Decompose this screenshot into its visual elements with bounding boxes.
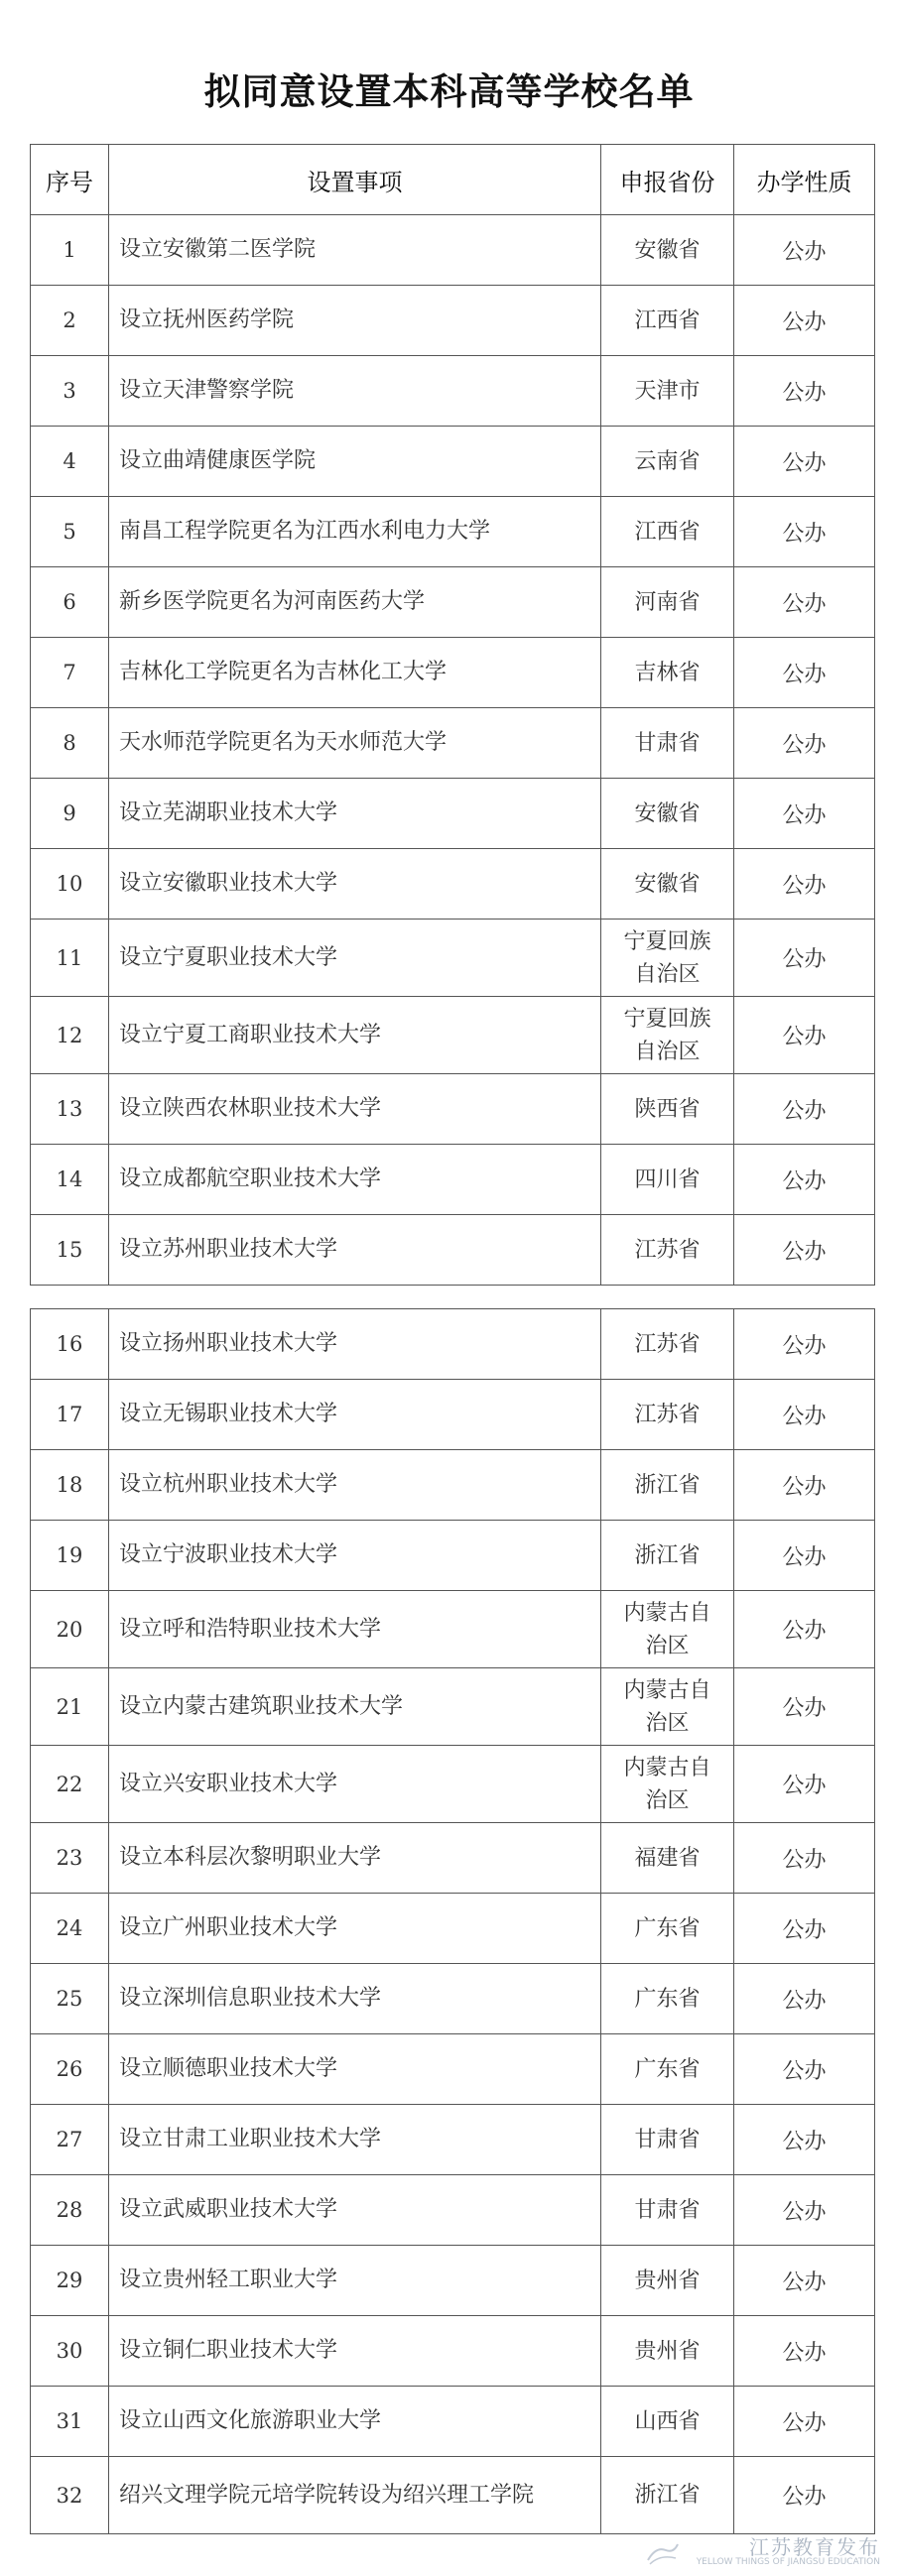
table-row xyxy=(31,638,875,708)
row-item: 设立无锡职业技术大学 xyxy=(109,1380,601,1450)
row-item: 设立陕西农林职业技术大学 xyxy=(109,1074,601,1145)
row-province: 宁夏回族 自治区 xyxy=(601,997,734,1074)
row-province: 贵州省 xyxy=(601,2316,734,2387)
table-row xyxy=(31,1074,875,1145)
row-num: 14 xyxy=(31,1145,109,1215)
row-item: 设立杭州职业技术大学 xyxy=(109,1450,601,1521)
row-item: 设立安徽职业技术大学 xyxy=(109,849,601,920)
table-row xyxy=(31,1521,875,1591)
row-item: 设立曲靖健康医学院 xyxy=(109,427,601,497)
row-type: 公办 xyxy=(734,1591,875,1668)
row-num: 4 xyxy=(31,427,109,497)
row-item: 设立武威职业技术大学 xyxy=(109,2175,601,2246)
table-row xyxy=(31,1964,875,2034)
table-row xyxy=(31,1450,875,1521)
header-item: 设置事项 xyxy=(109,145,601,215)
table-row xyxy=(31,1668,875,1746)
row-num: 26 xyxy=(31,2034,109,2105)
row-num: 19 xyxy=(31,1521,109,1591)
row-item: 吉林化工学院更名为吉林化工大学 xyxy=(109,638,601,708)
row-item: 设立成都航空职业技术大学 xyxy=(109,1145,601,1215)
table-row xyxy=(31,708,875,779)
row-item: 设立深圳信息职业技术大学 xyxy=(109,1964,601,2034)
row-province: 贵州省 xyxy=(601,2246,734,2316)
table-row xyxy=(31,567,875,638)
table-row xyxy=(31,1215,875,1286)
row-province: 吉林省 xyxy=(601,638,734,708)
row-num: 22 xyxy=(31,1746,109,1823)
row-num: 21 xyxy=(31,1668,109,1746)
row-type: 公办 xyxy=(734,1894,875,1964)
table-row xyxy=(31,2034,875,2105)
row-type: 公办 xyxy=(734,1668,875,1746)
table-header-row xyxy=(31,145,875,215)
row-type: 公办 xyxy=(734,1145,875,1215)
table-row xyxy=(31,2175,875,2246)
row-num: 15 xyxy=(31,1215,109,1286)
row-num: 31 xyxy=(31,2387,109,2457)
row-num: 27 xyxy=(31,2105,109,2175)
row-item: 设立天津警察学院 xyxy=(109,356,601,427)
table-row xyxy=(31,779,875,849)
table-row xyxy=(31,920,875,997)
table-row xyxy=(31,286,875,356)
row-province: 广东省 xyxy=(601,1964,734,2034)
row-province: 广东省 xyxy=(601,2034,734,2105)
row-num: 30 xyxy=(31,2316,109,2387)
row-type: 公办 xyxy=(734,2457,875,2534)
row-province: 宁夏回族 自治区 xyxy=(601,920,734,997)
row-province: 甘肃省 xyxy=(601,708,734,779)
row-type: 公办 xyxy=(734,1746,875,1823)
row-province: 浙江省 xyxy=(601,2457,734,2534)
row-type: 公办 xyxy=(734,567,875,638)
row-item: 设立兴安职业技术大学 xyxy=(109,1746,601,1823)
row-type: 公办 xyxy=(734,849,875,920)
row-num: 20 xyxy=(31,1591,109,1668)
row-province: 甘肃省 xyxy=(601,2175,734,2246)
row-type: 公办 xyxy=(734,1964,875,2034)
row-type: 公办 xyxy=(734,1521,875,1591)
row-province: 浙江省 xyxy=(601,1521,734,1591)
row-num: 9 xyxy=(31,779,109,849)
table-row xyxy=(31,2457,875,2534)
row-type: 公办 xyxy=(734,638,875,708)
row-province: 天津市 xyxy=(601,356,734,427)
row-num: 29 xyxy=(31,2246,109,2316)
row-num: 2 xyxy=(31,286,109,356)
table-row xyxy=(31,1309,875,1380)
row-province: 安徽省 xyxy=(601,779,734,849)
row-type: 公办 xyxy=(734,356,875,427)
table-row xyxy=(31,2246,875,2316)
row-item: 南昌工程学院更名为江西水利电力大学 xyxy=(109,497,601,567)
row-num: 12 xyxy=(31,997,109,1074)
row-item: 设立铜仁职业技术大学 xyxy=(109,2316,601,2387)
row-province: 内蒙古自 治区 xyxy=(601,1591,734,1668)
row-item: 设立呼和浩特职业技术大学 xyxy=(109,1591,601,1668)
row-type: 公办 xyxy=(734,1450,875,1521)
table-row xyxy=(31,2105,875,2175)
row-province: 江苏省 xyxy=(601,1215,734,1286)
row-item: 设立宁夏工商职业技术大学 xyxy=(109,997,601,1074)
row-province: 山西省 xyxy=(601,2387,734,2457)
school-list-table-part-2 xyxy=(30,1308,875,2534)
row-item: 新乡医学院更名为河南医药大学 xyxy=(109,567,601,638)
row-item: 设立内蒙古建筑职业技术大学 xyxy=(109,1668,601,1746)
header-type: 办学性质 xyxy=(734,145,875,215)
table-row xyxy=(31,1380,875,1450)
row-num: 16 xyxy=(31,1309,109,1380)
row-item: 设立贵州轻工职业大学 xyxy=(109,2246,601,2316)
watermark-subtitle: YELLOW THINGS OF JIANGSU EDUCATION xyxy=(696,2557,880,2567)
row-item: 设立宁夏职业技术大学 xyxy=(109,920,601,997)
header-num: 序号 xyxy=(31,145,109,215)
table-row xyxy=(31,1894,875,1964)
header-province: 申报省份 xyxy=(601,145,734,215)
row-type: 公办 xyxy=(734,1823,875,1894)
row-num: 28 xyxy=(31,2175,109,2246)
row-num: 24 xyxy=(31,1894,109,1964)
row-num: 7 xyxy=(31,638,109,708)
row-type: 公办 xyxy=(734,497,875,567)
row-item: 设立安徽第二医学院 xyxy=(109,215,601,286)
watermark-logo-icon xyxy=(646,2540,680,2566)
row-type: 公办 xyxy=(734,2387,875,2457)
row-province: 甘肃省 xyxy=(601,2105,734,2175)
table-row xyxy=(31,1145,875,1215)
row-item: 设立甘肃工业职业技术大学 xyxy=(109,2105,601,2175)
row-num: 1 xyxy=(31,215,109,286)
row-type: 公办 xyxy=(734,1074,875,1145)
row-num: 8 xyxy=(31,708,109,779)
row-type: 公办 xyxy=(734,1309,875,1380)
watermark-title: 江苏教育发布 xyxy=(749,2535,880,2559)
row-province: 云南省 xyxy=(601,427,734,497)
row-num: 13 xyxy=(31,1074,109,1145)
row-item: 绍兴文理学院元培学院转设为绍兴理工学院 xyxy=(109,2457,601,2534)
row-item: 设立山西文化旅游职业大学 xyxy=(109,2387,601,2457)
row-province: 浙江省 xyxy=(601,1450,734,1521)
row-num: 11 xyxy=(31,920,109,997)
row-province: 江苏省 xyxy=(601,1380,734,1450)
row-type: 公办 xyxy=(734,2175,875,2246)
row-num: 25 xyxy=(31,1964,109,2034)
row-item: 设立扬州职业技术大学 xyxy=(109,1309,601,1380)
watermark xyxy=(696,2535,880,2570)
row-type: 公办 xyxy=(734,1380,875,1450)
row-num: 18 xyxy=(31,1450,109,1521)
document-title: 拟同意设置本科高等学校名单 xyxy=(203,70,695,113)
row-num: 23 xyxy=(31,1823,109,1894)
row-num: 17 xyxy=(31,1380,109,1450)
row-item: 设立广州职业技术大学 xyxy=(109,1894,601,1964)
row-province: 安徽省 xyxy=(601,215,734,286)
row-type: 公办 xyxy=(734,997,875,1074)
row-item: 设立宁波职业技术大学 xyxy=(109,1521,601,1591)
row-num: 5 xyxy=(31,497,109,567)
row-type: 公办 xyxy=(734,2246,875,2316)
row-item: 设立顺德职业技术大学 xyxy=(109,2034,601,2105)
row-province: 陕西省 xyxy=(601,1074,734,1145)
row-item: 天水师范学院更名为天水师范大学 xyxy=(109,708,601,779)
table-row xyxy=(31,2316,875,2387)
row-item: 设立苏州职业技术大学 xyxy=(109,1215,601,1286)
table-row xyxy=(31,356,875,427)
row-type: 公办 xyxy=(734,779,875,849)
row-item: 设立本科层次黎明职业大学 xyxy=(109,1823,601,1894)
table-row xyxy=(31,1591,875,1668)
row-num: 3 xyxy=(31,356,109,427)
row-type: 公办 xyxy=(734,920,875,997)
row-province: 河南省 xyxy=(601,567,734,638)
table-row xyxy=(31,427,875,497)
school-list-table-part-1 xyxy=(30,144,875,1286)
row-type: 公办 xyxy=(734,427,875,497)
table-row xyxy=(31,997,875,1074)
row-province: 江西省 xyxy=(601,286,734,356)
table-row xyxy=(31,1746,875,1823)
row-type: 公办 xyxy=(734,2034,875,2105)
row-province: 福建省 xyxy=(601,1823,734,1894)
row-type: 公办 xyxy=(734,215,875,286)
table-row xyxy=(31,849,875,920)
row-province: 江西省 xyxy=(601,497,734,567)
table-row xyxy=(31,215,875,286)
row-type: 公办 xyxy=(734,708,875,779)
row-type: 公办 xyxy=(734,2316,875,2387)
row-type: 公办 xyxy=(734,2105,875,2175)
row-province: 内蒙古自 治区 xyxy=(601,1668,734,1746)
table-row xyxy=(31,2387,875,2457)
row-num: 6 xyxy=(31,567,109,638)
row-num: 10 xyxy=(31,849,109,920)
row-type: 公办 xyxy=(734,286,875,356)
row-province: 四川省 xyxy=(601,1145,734,1215)
row-province: 广东省 xyxy=(601,1894,734,1964)
row-type: 公办 xyxy=(734,1215,875,1286)
row-num: 32 xyxy=(31,2457,109,2534)
row-province: 江苏省 xyxy=(601,1309,734,1380)
row-item: 设立芜湖职业技术大学 xyxy=(109,779,601,849)
row-province: 安徽省 xyxy=(601,849,734,920)
row-province: 内蒙古自 治区 xyxy=(601,1746,734,1823)
row-item: 设立抚州医药学院 xyxy=(109,286,601,356)
table-row xyxy=(31,497,875,567)
table-row xyxy=(31,1823,875,1894)
